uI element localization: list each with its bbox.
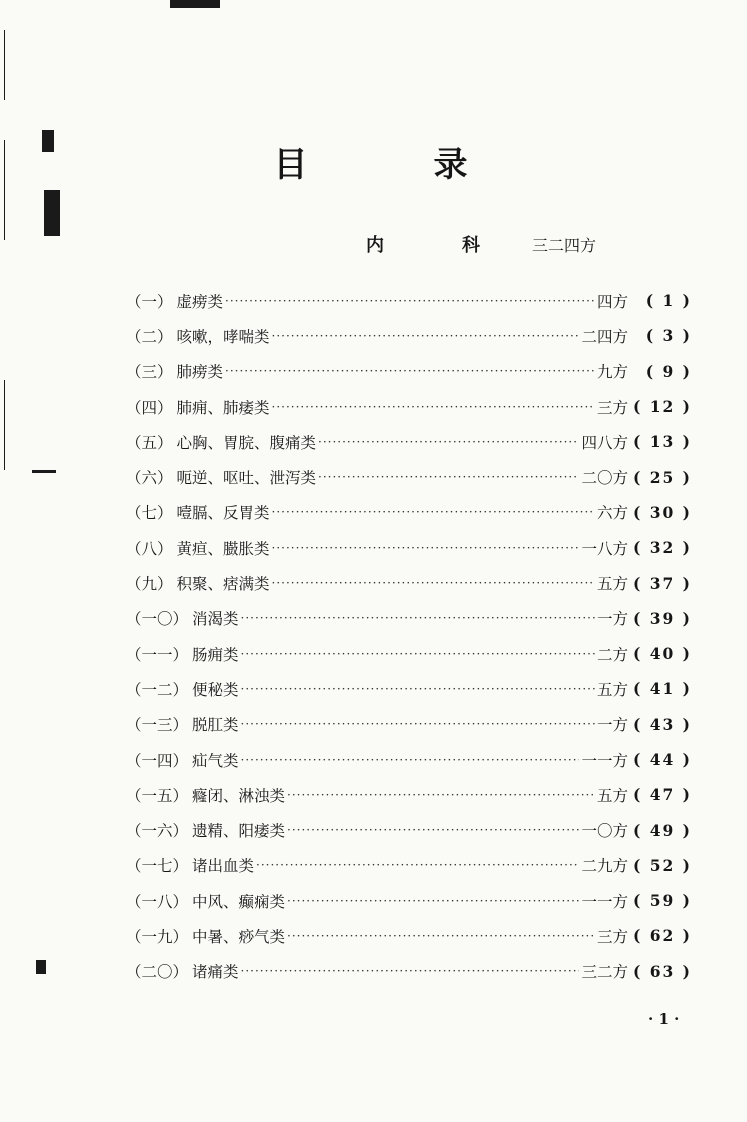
dot-leader [318,436,579,448]
entry-count: 六方 [596,504,628,523]
dot-leader [241,648,595,660]
scan-mark [36,960,46,974]
entry-count: 二九方 [581,857,628,876]
toc-entry [126,424,692,459]
entry-page: ( 63 ) [632,961,692,981]
entry-number: （一九） [126,927,189,946]
toc-entry [126,636,692,671]
dot-leader [272,577,595,589]
toc-entry [126,283,692,318]
toc-entry [126,565,692,600]
entry-name: 肠痈类 [192,645,239,664]
scan-mark [4,140,5,240]
dot-leader [241,754,580,766]
toc-entry [126,601,692,636]
dot-leader [272,506,595,518]
entry-page: ( 62 ) [632,926,692,946]
dot-leader [318,471,579,483]
section-heading: 内 科 [366,235,510,256]
entry-count: 三方 [596,398,628,417]
toc-entry [126,812,692,847]
entry-page: ( 32 ) [632,538,692,558]
entry-count: 九方 [596,363,628,382]
entry-name: 中风、癫痫类 [192,892,286,911]
dot-leader [225,365,595,377]
toc-entry [126,707,692,742]
entry-name: 肺痨类 [176,363,224,382]
toc-entry [126,530,692,565]
dot-leader [287,895,579,907]
entry-count: 五方 [596,786,628,805]
entry-name: 呃逆、呕吐、泄泻类 [176,469,317,488]
entry-name: 黄疸、臌胀类 [176,539,270,558]
entry-number: （一五） [126,786,189,805]
scan-mark [42,130,54,152]
entry-page: ( 40 ) [632,644,692,664]
dot-leader [287,789,595,801]
page-title: 目 录 [273,145,514,185]
entry-page: ( 13 ) [632,432,692,452]
entry-page: ( 3 ) [645,326,692,346]
toc-entry [126,318,692,353]
entry-page: ( 49 ) [632,820,692,840]
entry-page: ( 47 ) [632,785,692,805]
entry-name: 遗精、阳痿类 [192,822,286,841]
entry-number: （八） [126,539,173,558]
entry-number: （三） [126,363,173,382]
entry-page: ( 37 ) [632,573,692,593]
entry-number: （一三） [126,716,189,735]
entry-number: （一〇） [126,610,189,629]
entry-number: （一六） [126,822,189,841]
entry-count: 三二方 [581,963,628,982]
entry-page: ( 52 ) [632,855,692,875]
entry-number: （四） [126,398,173,417]
entry-number: （二） [126,327,173,346]
entry-number: （一七） [126,857,189,876]
entry-count: 四八方 [581,433,628,452]
dot-leader [241,965,580,977]
entry-name: 虚痨类 [176,292,224,311]
entry-name: 便秘类 [192,680,239,699]
toc-entry [126,848,692,883]
toc-entry [126,495,692,530]
entry-number: （一四） [126,751,189,770]
toc-entry [126,389,692,424]
entry-name: 疝气类 [192,751,239,770]
entry-number: （二〇） [126,963,189,982]
dot-leader [272,401,595,413]
entry-number: （九） [126,575,173,594]
entry-page: ( 30 ) [632,502,692,522]
entry-name: 肺痈、肺痿类 [176,398,270,417]
entry-page: ( 1 ) [645,291,692,311]
dot-leader [241,683,595,695]
dot-leader [272,542,580,554]
entry-name: 心胸、胃脘、腹痛类 [176,433,317,452]
page-number: · 1 · [648,1010,680,1028]
entry-count: 一〇方 [581,822,628,841]
entry-number: （一一） [126,645,189,664]
dot-leader [241,612,595,624]
entry-number: （一八） [126,892,189,911]
entry-page: ( 39 ) [632,608,692,628]
dot-leader [287,824,579,836]
entry-count: 二四方 [581,327,628,346]
entry-count: 一一方 [581,892,628,911]
dot-leader [241,718,595,730]
table-of-contents [126,283,692,989]
entry-page: ( 9 ) [645,361,692,381]
entry-count: 一八方 [581,539,628,558]
entry-name: 诸出血类 [192,857,255,876]
entry-name: 诸痛类 [192,963,239,982]
toc-entry [126,459,692,494]
toc-entry [126,354,692,389]
entry-count: 一方 [596,610,628,629]
dot-leader [225,295,595,307]
scan-mark [32,470,56,473]
entry-page: ( 44 ) [632,750,692,769]
section-count: 三二四方 [532,236,597,255]
toc-entry [126,883,692,918]
entry-page: ( 43 ) [632,714,692,734]
entry-count: 三方 [596,927,628,946]
entry-name: 咳嗽，哮喘类 [176,327,270,346]
entry-number: （五） [126,433,173,452]
toc-entry [126,671,692,706]
toc-entry [126,954,692,989]
entry-number: （一） [126,292,173,311]
entry-number: （六） [126,469,173,488]
dot-leader [272,330,580,342]
scan-mark [44,190,60,236]
toc-entry [126,742,692,777]
entry-name: 脱肛类 [192,716,239,735]
entry-page: ( 25 ) [632,467,692,487]
entry-page: ( 59 ) [632,891,692,911]
entry-name: 噎膈、反胃类 [176,504,270,523]
scan-mark [4,380,5,470]
entry-number: （一二） [126,680,189,699]
toc-entry [126,777,692,812]
entry-name: 消渴类 [192,610,239,629]
scan-mark [170,0,220,8]
scan-mark [4,30,5,100]
dot-leader [287,930,595,942]
entry-name: 癃闭、淋浊类 [192,786,286,805]
entry-count: 一方 [596,716,628,735]
entry-count: 五方 [596,680,628,699]
entry-page: ( 41 ) [632,679,692,699]
entry-count: 二〇方 [581,469,628,488]
dot-leader [256,859,579,871]
entry-count: 一一方 [581,751,628,770]
entry-name: 中暑、痧气类 [192,927,286,946]
entry-count: 五方 [596,575,628,594]
entry-count: 二方 [596,645,628,664]
entry-name: 积聚、痞满类 [176,575,270,594]
entry-count: 四方 [596,292,628,311]
toc-entry [126,918,692,953]
entry-page: ( 12 ) [632,397,692,417]
entry-number: （七） [126,504,173,523]
